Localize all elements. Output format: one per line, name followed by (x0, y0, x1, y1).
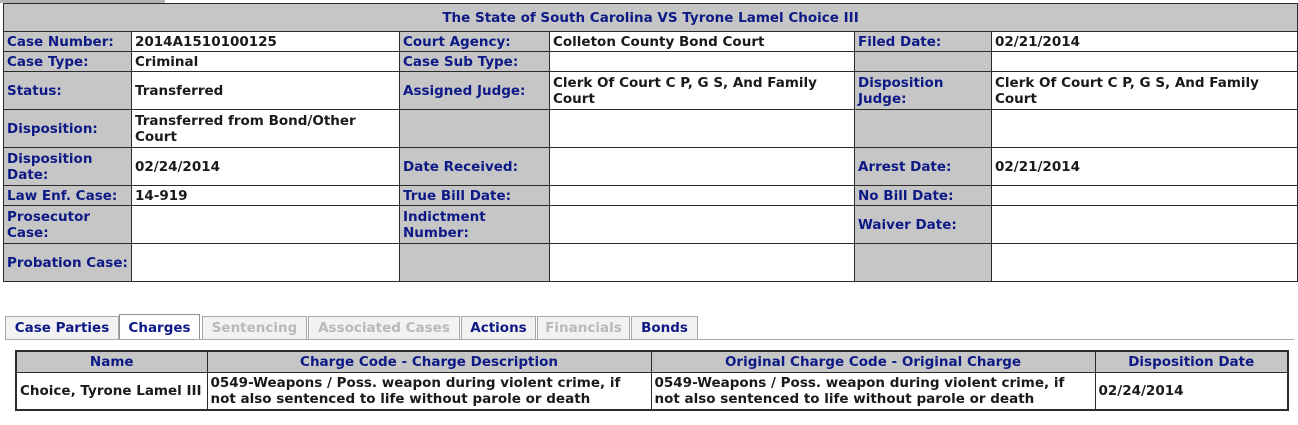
disposition-label: Disposition: (4, 110, 132, 148)
true-bill-date-value (550, 186, 855, 206)
no-bill-date-label: No Bill Date: (855, 186, 992, 206)
probation-case-label: Probation Case: (4, 244, 132, 282)
waiver-date-value (992, 206, 1298, 244)
disposition-value: Transferred from Bond/Other Court (132, 110, 400, 148)
empty-label-cell (855, 110, 992, 148)
case-title: The State of South Carolina VS Tyrone Lamel Choice III (4, 4, 1298, 32)
case-number-value: 2014A1510100125 (132, 32, 400, 52)
date-received-value (550, 148, 855, 186)
disposition-date-value: 02/24/2014 (132, 148, 400, 186)
column-header-name[interactable]: Name (16, 351, 207, 373)
case-type-label: Case Type: (4, 52, 132, 72)
indictment-number-value (550, 206, 855, 244)
arrest-date-label: Arrest Date: (855, 148, 992, 186)
status-label: Status: (4, 72, 132, 110)
column-header-charge[interactable]: Charge Code - Charge Description (207, 351, 651, 373)
case-details-table (3, 3, 1298, 282)
tab-sentencing: Sentencing (202, 316, 307, 339)
empty-label-cell (400, 244, 550, 282)
case-sub-type-label: Case Sub Type: (400, 52, 550, 72)
court-agency-label: Court Agency: (400, 32, 550, 52)
empty-value-cell (992, 244, 1298, 282)
original-charge-cell: 0549-Weapons / Poss. weapon during violent crime, if not also sentenced to life without parole or death (651, 373, 1095, 411)
law-enf-case-label: Law Enf. Case: (4, 186, 132, 206)
law-enf-case-value: 14-919 (132, 186, 400, 206)
tab-charges[interactable]: Charges (119, 314, 200, 340)
tab-associated-cases: Associated Cases (308, 316, 460, 339)
empty-value-cell (992, 52, 1298, 72)
empty-value-cell (550, 244, 855, 282)
disposition-judge-value: Clerk Of Court C P, G S, And Family Court (992, 72, 1298, 110)
column-header-disposition-date[interactable]: Disposition Date (1095, 351, 1288, 373)
empty-label-cell (855, 244, 992, 282)
tab-panel-border (5, 339, 1294, 340)
charge-description-cell: 0549-Weapons / Poss. weapon during violent crime, if not also sentenced to life without parole or death (207, 373, 651, 411)
tab-financials: Financials (537, 316, 630, 339)
empty-value-cell (992, 110, 1298, 148)
tab-case-parties[interactable]: Case Parties (5, 316, 119, 339)
indictment-number-label: Indictment Number: (400, 206, 550, 244)
charges-table (15, 350, 1289, 411)
charge-name-cell: Choice, Tyrone Lamel III (16, 373, 207, 411)
assigned-judge-label: Assigned Judge: (400, 72, 550, 110)
prosecutor-case-label: Prosecutor Case: (4, 206, 132, 244)
prosecutor-case-value (132, 206, 400, 244)
column-header-original-charge[interactable]: Original Charge Code - Original Charge (651, 351, 1095, 373)
case-number-label: Case Number: (4, 32, 132, 52)
tab-bonds[interactable]: Bonds (631, 316, 698, 339)
filed-date-value: 02/21/2014 (992, 32, 1298, 52)
disposition-date-label: Disposition Date: (4, 148, 132, 186)
probation-case-value (132, 244, 400, 282)
case-sub-type-value (550, 52, 855, 72)
empty-value-cell (550, 110, 855, 148)
waiver-date-label: Waiver Date: (855, 206, 992, 244)
assigned-judge-value: Clerk Of Court C P, G S, And Family Court (550, 72, 855, 110)
disposition-judge-label: Disposition Judge: (855, 72, 992, 110)
arrest-date-value: 02/21/2014 (992, 148, 1298, 186)
filed-date-label: Filed Date: (855, 32, 992, 52)
table-row (16, 373, 1288, 411)
case-type-value: Criminal (132, 52, 400, 72)
tab-actions[interactable]: Actions (461, 316, 536, 339)
status-value: Transferred (132, 72, 400, 110)
empty-label-cell (400, 110, 550, 148)
no-bill-date-value (992, 186, 1298, 206)
empty-label-cell (855, 52, 992, 72)
court-agency-value: Colleton County Bond Court (550, 32, 855, 52)
true-bill-date-label: True Bill Date: (400, 186, 550, 206)
date-received-label: Date Received: (400, 148, 550, 186)
charge-disposition-date-cell: 02/24/2014 (1095, 373, 1288, 411)
